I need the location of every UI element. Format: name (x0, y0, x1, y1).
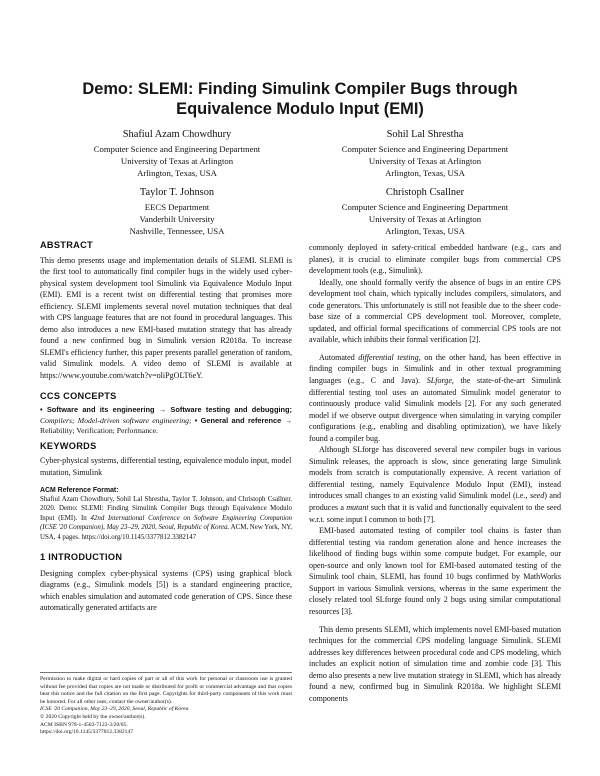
author-location: Nashville, Tennessee, USA (129, 226, 225, 237)
introduction-text: Designing complex cyber-physical systems (CPS) using graphical block diagrams (e.g., Simulink models [5]) is a standard engineering practice, which enables simulation and automated code generation of CPS. Since these automatically generated artifacts are (40, 568, 292, 613)
author-block (52, 128, 302, 180)
left-column (40, 240, 292, 614)
permission-notice (40, 676, 292, 737)
body-paragraph: commonly deployed in safety-critical embedded hardware (e.g., cars and planes), it is crucial to eliminate compiler bugs from commercial CPS development tools (e.g., Simulink). (309, 243, 561, 276)
body-paragraph: Although SLforge has discovered several new compiler bugs in various Simulink releases, the approach is slow, since generating large Simulink models from scratch is computationally expensive. A recent variation of differential testing, namely Equivalence Modulo Input (EMI), instead introduces small changes to an existing valid Simulink model (i.e., seed) and produces a mutant such that it is valid and functionally equivalent to the seed w.r.t. some input I common to both [7]. (309, 445, 561, 524)
ccs-term: • Software and its engineering → Software testing and debugging; (40, 405, 292, 415)
title-line-2: Equivalence Modulo Input (EMI) (176, 100, 424, 118)
ccs-heading: CCS CONCEPTS (40, 390, 117, 401)
abstract-text: This demo presents usage and implementation details of SLEMI. SLEMI is the first tool to automatically find compiler bugs in the widely used cyber-physical system development tool Simulink via Equivalence Modulo Input (EMI). EMI is a recent twist on differential testing that promises more efficiency. SLEMI implements several novel mutation techniques that deal with CPS language features that are not found in procedural languages. This demo also introduces a new EMI-based mutation strategy that has already found a new confirmed bug in Simulink version R2018a. To increase SLEMI's efficiency further, this paper presents parallel generation of random, valid Simulink models. A video demo of SLEMI is available at https://www.youtube.com/watch?v=oliPgOLT6eY. (40, 255, 292, 381)
ccs-concepts (40, 405, 292, 437)
ccs-term: • General and reference → (194, 415, 292, 425)
acm-reference-heading: ACM Reference Format: (40, 486, 119, 494)
acm-reference-part: Shafiul Azam Chowdhury, Sohil Lal Shrestha, Taylor T. Johnson, and Christoph Csallner. 2020. Demo: SLEMI: Finding Simulink Compiler Bugs through Equivalence Modulo Input (EMI). In (40, 495, 292, 522)
author-affiliation: EECS Department (144, 202, 210, 212)
author-location: Arlington, Texas, USA (385, 168, 465, 179)
conference-line: ICSE '20 Companion, May 23–29, 2020, Seoul, Republic of Korea (40, 706, 189, 713)
isbn-line: ACM ISBN 978-1-4503-7122-3/20/05. (40, 721, 128, 728)
abstract-heading: ABSTRACT (40, 240, 93, 250)
footnote-rule (40, 672, 292, 673)
body-paragraph: This demo presents SLEMI, which implements novel EMI-based mutation techniques for the commercial CPS modeling language Simulink. SLEMI addresses key differences between procedural code and CPS modeling, which includes an explicit notion of simulation time and zombie code [3]. This demo also presents a new live mutation strategy in SLEMI, which has already found a new, confirmed bug in Simulink R2018a. We highlight SLEMI components (309, 624, 561, 703)
author-affiliation: Computer Science and Engineering Department (341, 144, 509, 154)
acm-reference-venue: 42nd International Conference on Software Engineering Companion (ICSE '20 Companion), May 23–29, 2020, Seoul, Republic of Korea. (40, 514, 292, 532)
author-affiliation: University of Texas at Arlington (368, 156, 482, 167)
author-name: Sohil Lal Shrestha (386, 129, 464, 140)
author-location: Arlington, Texas, USA (385, 226, 465, 237)
author-affiliation: Computer Science and Engineering Department (341, 202, 509, 212)
doi-line: https://doi.org/10.1145/3377812.3382147 (40, 729, 134, 736)
emphasis: mutant (346, 503, 369, 513)
author-affiliation: Vanderbilt University (139, 214, 215, 225)
keywords-heading: KEYWORDS (40, 440, 97, 451)
emphasis: SLforge (426, 376, 452, 386)
acm-reference-text (40, 495, 292, 543)
emphasis: seed (529, 491, 545, 501)
introduction-heading: 1 INTRODUCTION (40, 552, 123, 563)
ccs-subterms: Reliability; Verification; Performance. (40, 426, 158, 436)
body-paragraph: Ideally, one should formally verify the absence of bugs in an entire CPS development tool chain, which typically includes compilers, simulators, and code generators. This unfortunately is still not feasible due to the sheer code-base size of a commercial CPS development tool. Moreover, complete, updated, and official formal specifications of commercial CPS tools are not available, which inhibits their formal verification [2]. (309, 277, 561, 345)
author-affiliation: University of Texas at Arlington (368, 214, 482, 225)
paper-title (40, 79, 560, 119)
body-paragraph: Automated differential testing, on the other hand, has been effective in finding compiler bugs in Simulink and in other textual programming languages (e.g., C and Java). SLforge, the state-of-the-art Simulink differential testing tool uses an automated Simulink model generator to continuously produce valid Simulink models [2]. For any such generated model if we observe output divergence when simulating in varying compiler configurations (e.g., enabling and disabling optimization), we have likely found a compiler bug. (309, 352, 561, 443)
body-paragraph: EMI-based automated testing of compiler tool chains is faster than differential testing via random generation alone and hence increases the likelihood of finding bugs within some compute budget. For example, our open-source and only known tool for EMI-based automated testing of the Simulink tool chain, SLEMI, has found 10 bugs confirmed by MathWorks Support in various Simulink versions, whereas in the same experiment the closely related tool SLforge found only 2 bugs using similar computational resources [3]. (309, 526, 561, 616)
permission-text: Permission to make digital or hard copies of part or all of this work for personal or classroom use is granted without fee provided that copies are not made or distributed for profit or commercial advantage and that copies bear this notice and the full citation on the first page. Copyrights for third-party components of this work must be honored. For all other uses, contact the owner/author(s). (40, 676, 292, 705)
copyright-line: © 2020 Copyright held by the owner/author(s). (40, 713, 146, 720)
ccs-subterms: Compilers; Model-driven software engineering; (40, 415, 192, 425)
author-name: Taylor T. Johnson (139, 187, 215, 198)
emphasis: differential testing (358, 352, 419, 362)
keywords-text: Cyber-physical systems, differential testing, equivalence modulo input, model mutation, Simulink (40, 456, 292, 477)
author-block (300, 128, 550, 180)
title-line-1: Demo: SLEMI: Finding Simulink Compiler Bugs through (82, 80, 518, 98)
acm-reference-part: ACM, New York, NY, USA, 4 pages. https://doi.org/10.1145/3377812.3382147 (40, 524, 292, 541)
author-affiliation: Computer Science and Engineering Department (93, 144, 261, 154)
author-affiliation: University of Texas at Arlington (120, 156, 234, 167)
author-name: Christoph Csallner (385, 187, 465, 198)
right-column (309, 242, 561, 704)
author-block (52, 186, 302, 238)
author-block (300, 186, 550, 238)
author-name: Shafiul Azam Chowdhury (122, 129, 232, 140)
author-location: Arlington, Texas, USA (137, 168, 217, 179)
